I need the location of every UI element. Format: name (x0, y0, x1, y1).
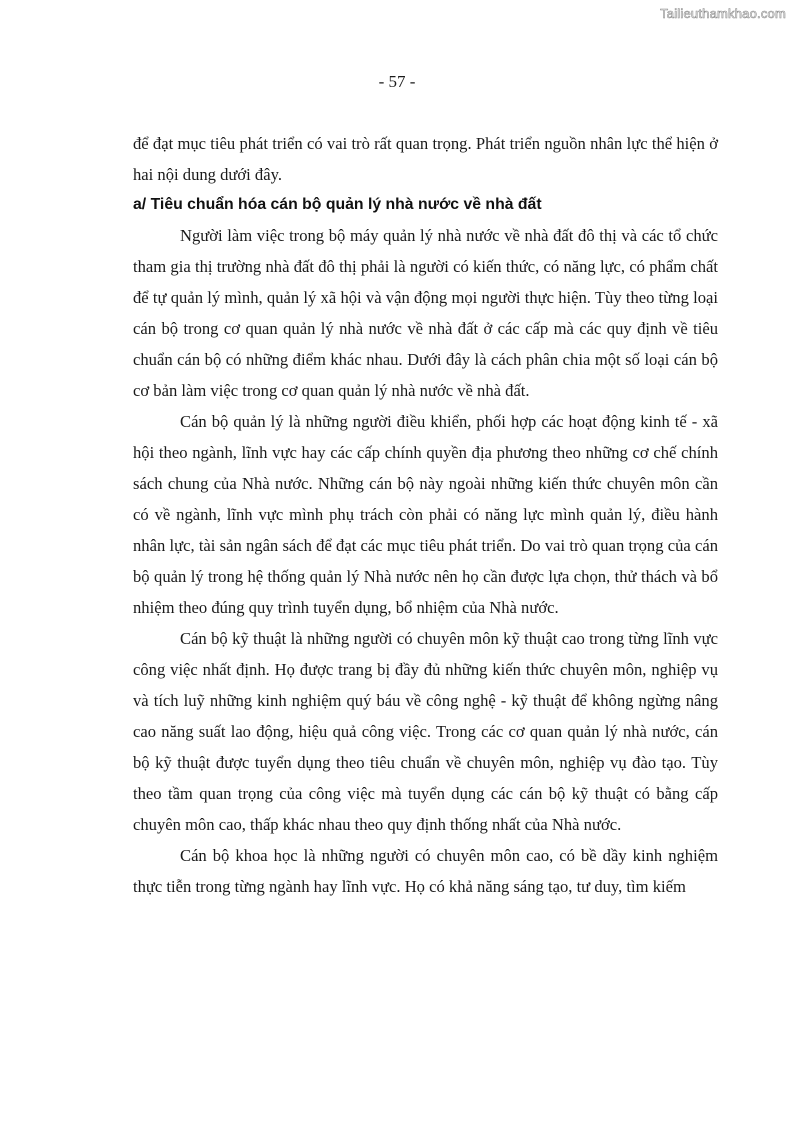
paragraph-staff-overview: Người làm việc trong bộ máy quản lý nhà nước về nhà đất đô thị và các tổ chức tham gia thị trường nhà đất đô thị phải là người có kiến thức, có năng lực, có phẩm chất để tự quản lý mình, quản lý xã hội và vận động mọi người thực hiện. Tùy theo từng loại cán bộ trong cơ quan quản lý nhà nước về nhà đất ở các cấp mà các quy định về tiêu chuẩn cán bộ có những điểm khác nhau. Dưới đây là cách phân chia một số loại cán bộ cơ bản làm việc trong cơ quan quản lý nhà nước về nhà đất. (133, 226, 718, 400)
watermark-text: Tailieuthamkhao.com (660, 6, 786, 21)
paragraph-continuation: để đạt mục tiêu phát triển có vai trò rất quan trọng. Phát triển nguồn nhân lực thể hiện ở hai nội dung dưới đây. (133, 134, 718, 184)
section-heading: a/ Tiêu chuẩn hóa cán bộ quản lý nhà nước về nhà đất (133, 196, 542, 213)
page-number: - 57 - (378, 72, 416, 91)
document-body (133, 128, 718, 902)
paragraph-management-staff: Cán bộ quản lý là những người điều khiển, phối hợp các hoạt động kinh tế - xã hội theo ngành, lĩnh vực hay các cấp chính quyền địa phương theo những cơ chế chính sách chung của Nhà nước. Những cán bộ này ngoài những kiến thức chuyên môn cần có về ngành, lĩnh vực mình phụ trách còn phải có năng lực mình quản lý, điều hành nhân lực, tài sản ngân sách để đạt các mục tiêu phát triển. Do vai trò quan trọng của cán bộ quản lý trong hệ thống quản lý Nhà nước nên họ cần được lựa chọn, thử thách và bổ nhiệm theo đúng quy trình tuyển dụng, bổ nhiệm của Nhà nước. (133, 412, 718, 617)
paragraph-technical-staff: Cán bộ kỹ thuật là những người có chuyên môn kỹ thuật cao trong từng lĩnh vực công việc nhất định. Họ được trang bị đầy đủ những kiến thức chuyên môn, nghiệp vụ và tích luỹ những kinh nghiệm quý báu về công nghệ - kỹ thuật để không ngừng nâng cao năng suất lao động, hiệu quả công việc. Trong các cơ quan quản lý nhà nước, cán bộ kỹ thuật được tuyển dụng theo tiêu chuẩn về chuyên môn, nghiệp vụ đào tạo. Tùy theo tầm quan trọng của công việc mà tuyển dụng các cán bộ kỹ thuật có bằng cấp chuyên môn cao, thấp khác nhau theo quy định thống nhất của Nhà nước. (133, 629, 718, 834)
paragraph-scientific-staff: Cán bộ khoa học là những người có chuyên môn cao, có bề dầy kinh nghiệm thực tiễn trong từng ngành hay lĩnh vực. Họ có khả năng sáng tạo, tư duy, tìm kiếm (133, 846, 718, 896)
